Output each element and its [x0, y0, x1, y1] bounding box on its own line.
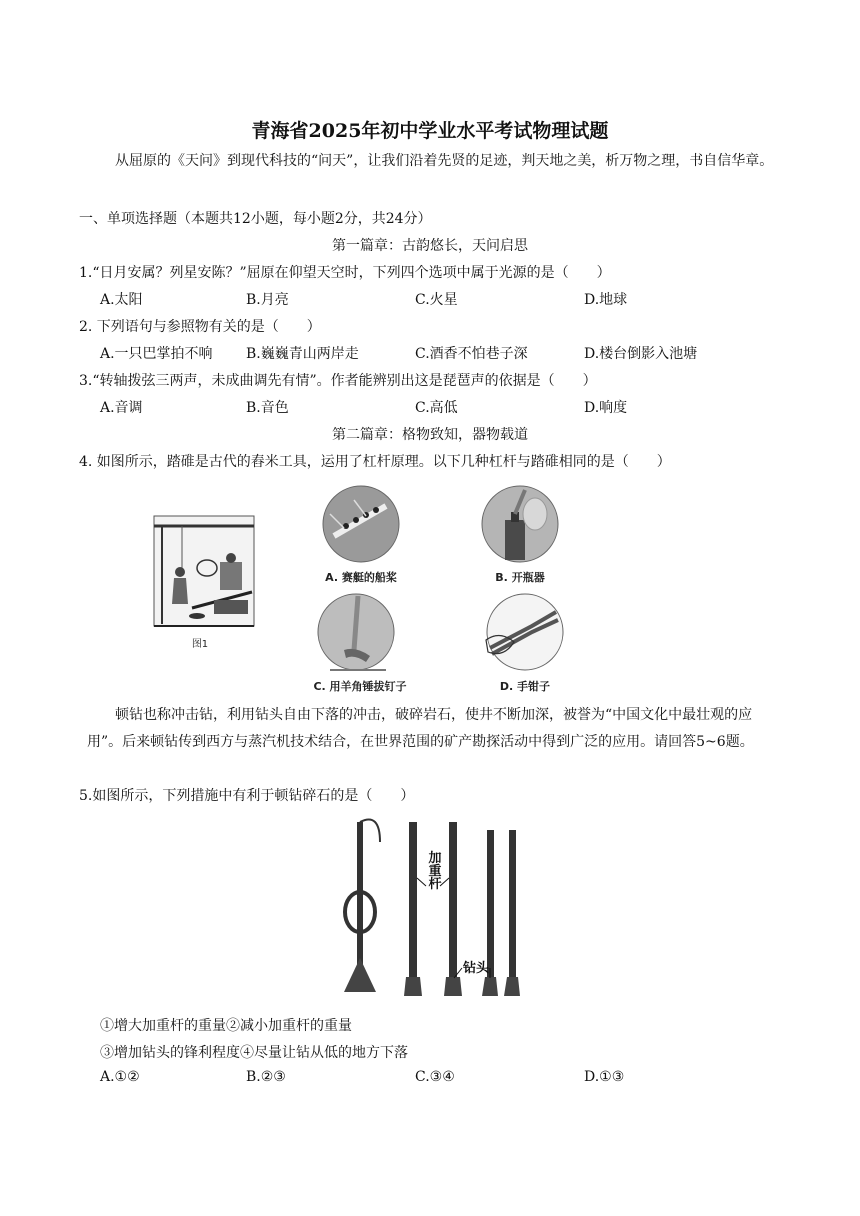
q1-option-a[interactable]: A.太阳 — [100, 292, 143, 308]
q5-statement-2: ③增加钻头的锋利程度④尽量让钻从低的地方下落 — [100, 1045, 408, 1061]
q3-option-a[interactable]: A.音调 — [100, 400, 143, 416]
page-title: 青海省2025年初中学业水平考试物理试题 — [251, 120, 609, 142]
option-b-caption: B. 开瓶器 — [495, 571, 545, 584]
chapter-heading-2: 第二篇章：格物致知，器物载道 — [332, 427, 528, 443]
q1-option-c[interactable]: C.火星 — [415, 292, 458, 308]
q1-option-d[interactable]: D.地球 — [584, 292, 628, 308]
rod-label: 加重杆 — [425, 850, 441, 890]
question-5-stem: 5.如图所示，下列措施中有利于顿钻碎石的是（ ） — [79, 788, 415, 804]
question-3-stem: 3.“转轴拨弦三两声，未成曲调先有情”。作者能辨别出这是琵琶声的依据是（ ） — [79, 373, 597, 389]
option-d-pliers-figure — [470, 590, 580, 696]
chapter-heading-1: 第一篇章：古韵悠长，天问启思 — [332, 238, 528, 254]
option-a-rowing-figure — [306, 484, 421, 589]
option-c-caption: C. 用羊角锤拔钉子 — [313, 680, 407, 693]
q5-option-c[interactable]: C.③④ — [415, 1069, 455, 1085]
percussion-drill-figure — [336, 812, 536, 1002]
q3-option-c[interactable]: C.高低 — [415, 400, 458, 416]
question-1-stem: 1.“日月安属？列星安陈？”屈原在仰望天空时，下列四个选项中属于光源的是（ ） — [79, 265, 611, 281]
q2-option-a[interactable]: A.一只巴掌拍不响 — [100, 346, 213, 362]
figure-1-label: 图1 — [191, 639, 209, 650]
question-2-stem: 2. 下列语句与参照物有关的是（ ） — [79, 319, 321, 335]
treadle-pestle-figure — [152, 512, 262, 652]
option-d-caption: D. 手钳子 — [499, 680, 551, 693]
q5-statement-1: ①增大加重杆的重量②减小加重杆的重量 — [100, 1018, 352, 1034]
question-4-stem: 4. 如图所示，踏碓是古代的舂米工具，运用了杠杆原理。以下几种杠杆与踏碓相同的是（ ） — [79, 454, 671, 470]
intro-paragraph: 从屈原的《天问》到现代科技的“问天”，让我们沿着先贤的足迹，判天地之美，析万物之理，书自信华章。 — [115, 153, 774, 169]
q1-option-b[interactable]: B.月亮 — [246, 292, 289, 308]
q2-option-b[interactable]: B.巍巍青山两岸走 — [246, 346, 359, 362]
q5-option-d[interactable]: D.①③ — [584, 1069, 625, 1085]
section-heading: 一、单项选择题（本题共12小题，每小题2分，共24分） — [79, 211, 432, 227]
drilling-passage: 顿钻也称冲击钻，利用钻头自由下落的冲击，破碎岩石，使井不断加深，被誉为“中国文化中最壮观的应用”。后来顿钻传到西方与蒸汽机技术结合，在世界范围的矿产勘探活动中得到广泛的应用。请回答5~6题。 — [87, 707, 754, 750]
bit-label: 钻头 — [462, 961, 490, 976]
q5-option-a[interactable]: A.①② — [100, 1069, 140, 1085]
option-c-claw-hammer-figure — [300, 590, 435, 696]
q2-option-c[interactable]: C.酒香不怕巷子深 — [415, 346, 528, 362]
q3-option-d[interactable]: D.响度 — [584, 400, 628, 416]
option-a-caption: A. 赛艇的船桨 — [325, 571, 397, 584]
q2-option-d[interactable]: D.楼台倒影入池塘 — [584, 346, 698, 362]
option-b-bottle-opener-figure — [465, 484, 575, 589]
q5-option-b[interactable]: B.②③ — [246, 1069, 286, 1085]
q3-option-b[interactable]: B.音色 — [246, 400, 289, 416]
